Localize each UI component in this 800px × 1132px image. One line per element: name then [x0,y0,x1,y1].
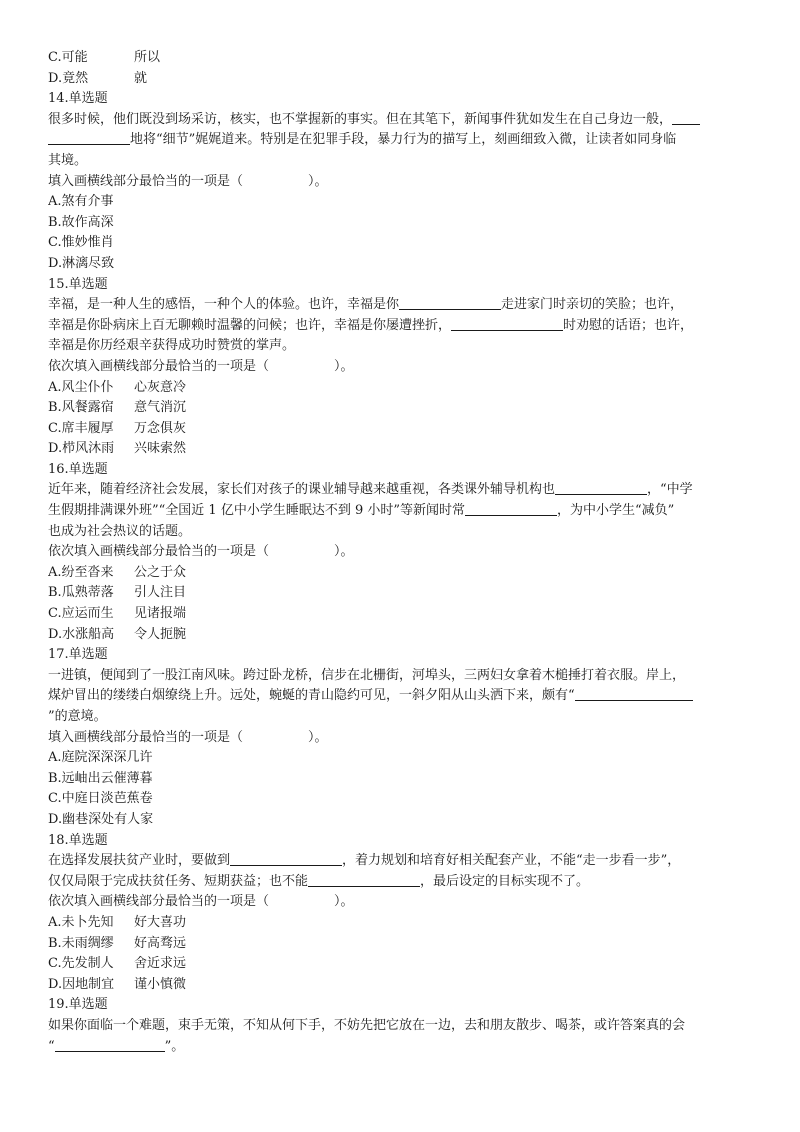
question-19-text-line-1: 如果你面临一个难题，束手无策，不知从何下手，不妨先把它放在一边，去和朋友散步、喝茶，或许答案真的会 [48,1017,686,1033]
question-17-option-b[interactable]: B.远岫出云催薄暮 [48,770,153,786]
question-18-heading: 18.单选题 [48,832,108,848]
question-15-text-line-3: 幸福是你历经艰辛获得成功时赞赏的掌声。 [48,338,296,354]
prev-option-d: D.竟然 就 [48,70,148,86]
question-17-option-d[interactable]: D.幽巷深处有人家 [48,811,154,827]
answer-blank [575,686,693,701]
question-16-text-line-3: 也成为社会热议的话题。 [48,523,192,539]
question-18-option-b[interactable]: B.未雨绸缪 好高骛远 [48,935,187,951]
question-16-heading: 16.单选题 [48,461,108,477]
question-14-option-b[interactable]: B.故作高深 [48,214,114,230]
question-18-option-c[interactable]: C.先发制人 舍近求远 [48,956,187,972]
question-19-heading: 19.单选题 [48,997,108,1013]
question-18-prompt: 依次填入画横线部分最恰当的一项是（ ）。 [48,894,354,910]
exam-page [48,48,760,1057]
question-16-option-b[interactable]: B.瓜熟蒂落 引人注目 [48,585,187,601]
question-16-option-d[interactable]: D.水涨船高 令人扼腕 [48,626,187,642]
question-17-option-c[interactable]: C.中庭日淡芭蕉卷 [48,791,153,807]
question-17-text-line-3: ”的意境。 [48,709,107,724]
question-14-text-line-2: 地将“细节”娓娓道来。特别是在犯罪手段，暴力行为的描写上，刻画细致入微，让读者如同身临 [48,130,760,151]
answer-blank [308,872,420,887]
question-14-text-line-3: 其境。 [48,152,88,168]
question-15-option-b[interactable]: B.风餐露宿 意气消沉 [48,400,187,416]
answer-blank [451,316,563,331]
question-18-text-line-1: 在选择发展扶贫产业时，要做到 ，着力规划和培育好相关配套产业，不能“走一步看一步”， [48,853,681,869]
answer-blank [672,110,700,125]
question-17-text-line-1: 一进镇，便闻到了一股江南风味。跨过卧龙桥，信步在北栅街，河埠头，三两妇女拿着木槌捶打着衣服。岸上， [48,667,686,683]
answer-blank [555,480,647,495]
question-15-option-c[interactable]: C.席丰履厚 万念俱灰 [48,420,187,436]
question-15-text-line-2: 幸福是你卧病床上百无聊赖时温馨的问候；也许，幸福是你屡遭挫折， 时劝慰的话语；也许， [48,317,694,333]
answer-blank [399,295,501,310]
answer-blank [48,130,130,145]
question-14-heading: 14.单选题 [48,91,108,107]
question-15-option-a[interactable]: A.风尘仆仆 心灰意冷 [48,379,187,395]
question-16-text-line-2: 生假期排满课外班”“全国近 1 亿中小学生睡眠达不到 9 小时”等新闻时常 ，为中小学生“减负” [48,503,675,519]
answer-blank [55,1037,165,1052]
question-16-option-c[interactable]: C.应运而生 见诸报端 [48,606,187,622]
question-14-option-c[interactable]: C.惟妙惟肖 [48,235,114,251]
question-16-option-a[interactable]: A.纷至沓来 公之于众 [48,564,187,580]
question-15-text-line-1: 幸福，是一种人生的感悟，一种个人的体验。也许，幸福是你 走进家门时亲切的笑脸；也许， [48,297,684,313]
question-14-prompt: 填入画横线部分最恰当的一项是（ ）。 [48,173,328,189]
question-15-heading: 15.单选题 [48,276,108,292]
question-17-option-a[interactable]: A.庭院深深深几许 [48,750,153,766]
question-19-text-line-2: “ ”。 [48,1038,185,1054]
question-16-text-line-1: 近年来，随着经济社会发展，家长们对孩子的课业辅导越来越重视，各类课外辅导机构也 ，“中学 [48,482,693,498]
question-14-option-d[interactable]: D.淋漓尽致 [48,255,115,271]
answer-blank [230,851,342,866]
prev-option-c: C.可能 所以 [48,50,161,65]
question-17-prompt: 填入画横线部分最恰当的一项是（ ）。 [48,729,328,745]
question-18-text-line-2: 仅仅局限于完成扶贫任务、短期获益；也不能 ，最后设定的目标实现不了。 [48,873,590,889]
question-17-heading: 17.单选题 [48,647,108,663]
question-18-option-a[interactable]: A.未卜先知 好大喜功 [48,914,187,930]
question-18-option-d[interactable]: D.因地制宜 谨小慎微 [48,976,187,992]
question-16-prompt: 依次填入画横线部分最恰当的一项是（ ）。 [48,544,354,560]
question-17-text-line-2: 煤炉冒出的缕缕白烟缭绕上升。远处，蜿蜒的青山隐约可见，一斜夕阳从山头洒下来，颇有“ [48,686,760,707]
question-14-option-a[interactable]: A.煞有介事 [48,194,114,210]
answer-blank [465,501,557,516]
question-15-prompt: 依次填入画横线部分最恰当的一项是（ ）。 [48,358,354,374]
question-15-option-d[interactable]: D.栉风沐雨 兴味索然 [48,441,187,457]
question-14-text-line-1: 很多时候，他们既没到场采访，核实，也不掌握新的事实。但在其笔下，新闻事件犹如发生在自己身边一般， [48,110,760,131]
